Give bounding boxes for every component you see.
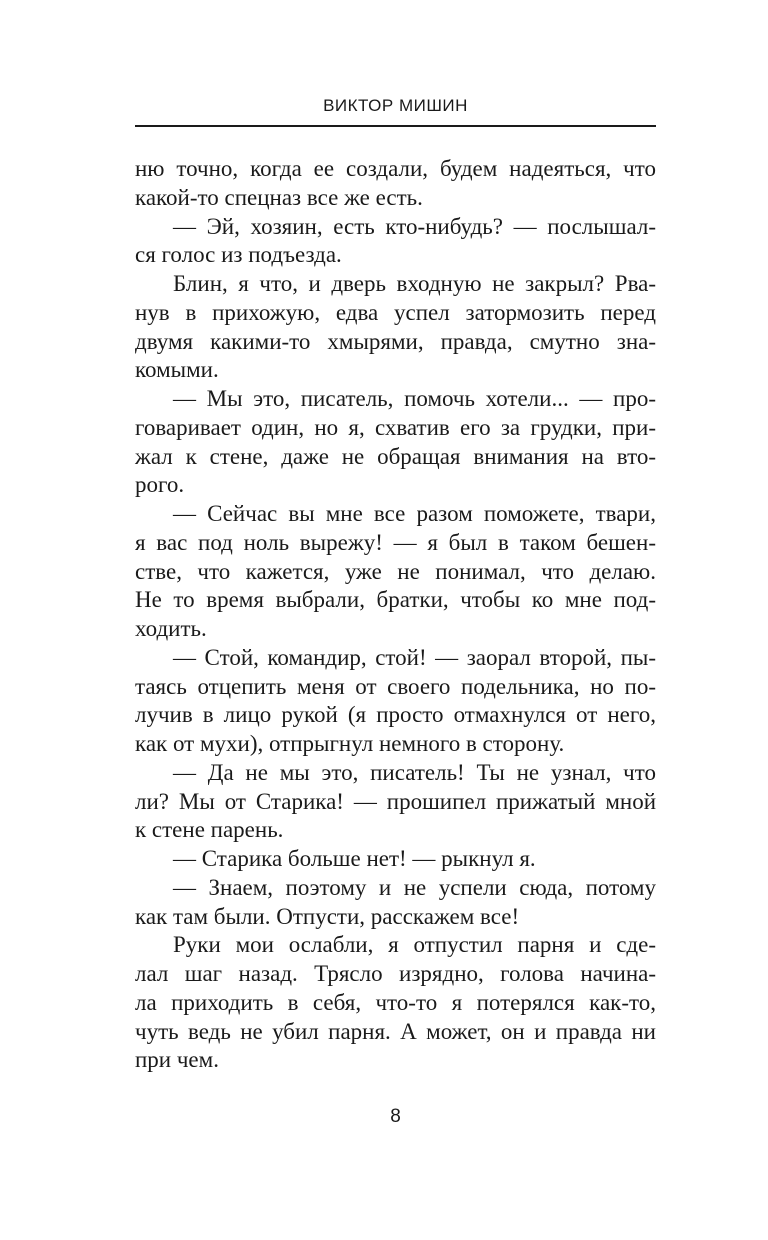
text-line: — Знаем, поэтому и не успели сюда, потому: [173, 874, 656, 900]
text-line: — Мы это, писатель, помочь хотели... — про-: [173, 386, 656, 411]
text-line: — Стой, командир, стой! — заорал второй, пы-: [173, 644, 656, 670]
text-line: комыми.: [135, 357, 219, 383]
text-line: ли? Мы от Старика! — прошипел прижатый мной: [135, 788, 656, 814]
text-line: нув в прихожую, едва успел затормозить перед: [135, 299, 656, 325]
text-line: — Старика больше нет! — рыкнул я.: [173, 846, 536, 871]
text-line: ла приходить в себя, что-то я потерялся как-то,: [135, 989, 656, 1015]
text-line: стве, что кажется, уже не понимал, что делаю.: [135, 558, 656, 584]
text-line: лал шаг назад. Трясло изрядно, голова начина-: [135, 961, 656, 986]
text-line: двумя какими-то хмырями, правда, смутно зна-: [135, 328, 656, 354]
text-line: ся голос из подъезда.: [135, 242, 342, 268]
text-line: говаривает один, но я, схватив его за грудки, при-: [135, 414, 656, 440]
text-line: жал к стене, даже не обращая внимания на вто-: [135, 443, 656, 469]
text-line: как от мухи), отпрыгнул немного в сторону.: [135, 731, 565, 756]
text-line: я вас под ноль вырежу! — я был в таком бешен-: [135, 529, 656, 555]
text-line: Не то время выбрали, братки, чтобы ко мне под-: [135, 587, 656, 613]
text-line: как там были. Отпусти, расскажем все!: [135, 903, 520, 929]
text-line: ню точно, когда ее создали, будем надеяться, что: [135, 156, 656, 181]
text-line: ходить.: [135, 616, 207, 641]
text-line: к стене парень.: [135, 817, 284, 843]
text-line: таясь отцепить меня от своего подельника, но по-: [135, 673, 656, 699]
text-line: Руки мои ослабли, я отпустил парня и сде-: [173, 932, 656, 958]
header-rule: [135, 125, 656, 127]
text-line: какой-то спецназ все же есть.: [135, 184, 423, 210]
body-text: [135, 155, 656, 1075]
text-line: рого.: [135, 472, 185, 498]
text-line: — Да не мы это, писатель! Ты не узнал, что: [173, 759, 656, 785]
text-line: при чем.: [135, 1047, 219, 1073]
text-line: лучив в лицо рукой (я просто отмахнулся от него,: [135, 702, 656, 728]
running-head: ВИКТОР МИШИН: [323, 96, 468, 115]
page-number: 8: [390, 1106, 401, 1127]
text-line: чуть ведь не убил парня. А может, он и правда ни: [135, 1018, 656, 1044]
text-line: — Эй, хозяин, есть кто-нибудь? — послышал-: [173, 213, 656, 239]
text-line: — Сейчас вы мне все разом поможете, твари,: [173, 501, 656, 526]
text-line: Блин, я что, и дверь входную не закрыл? Рва-: [173, 271, 656, 296]
